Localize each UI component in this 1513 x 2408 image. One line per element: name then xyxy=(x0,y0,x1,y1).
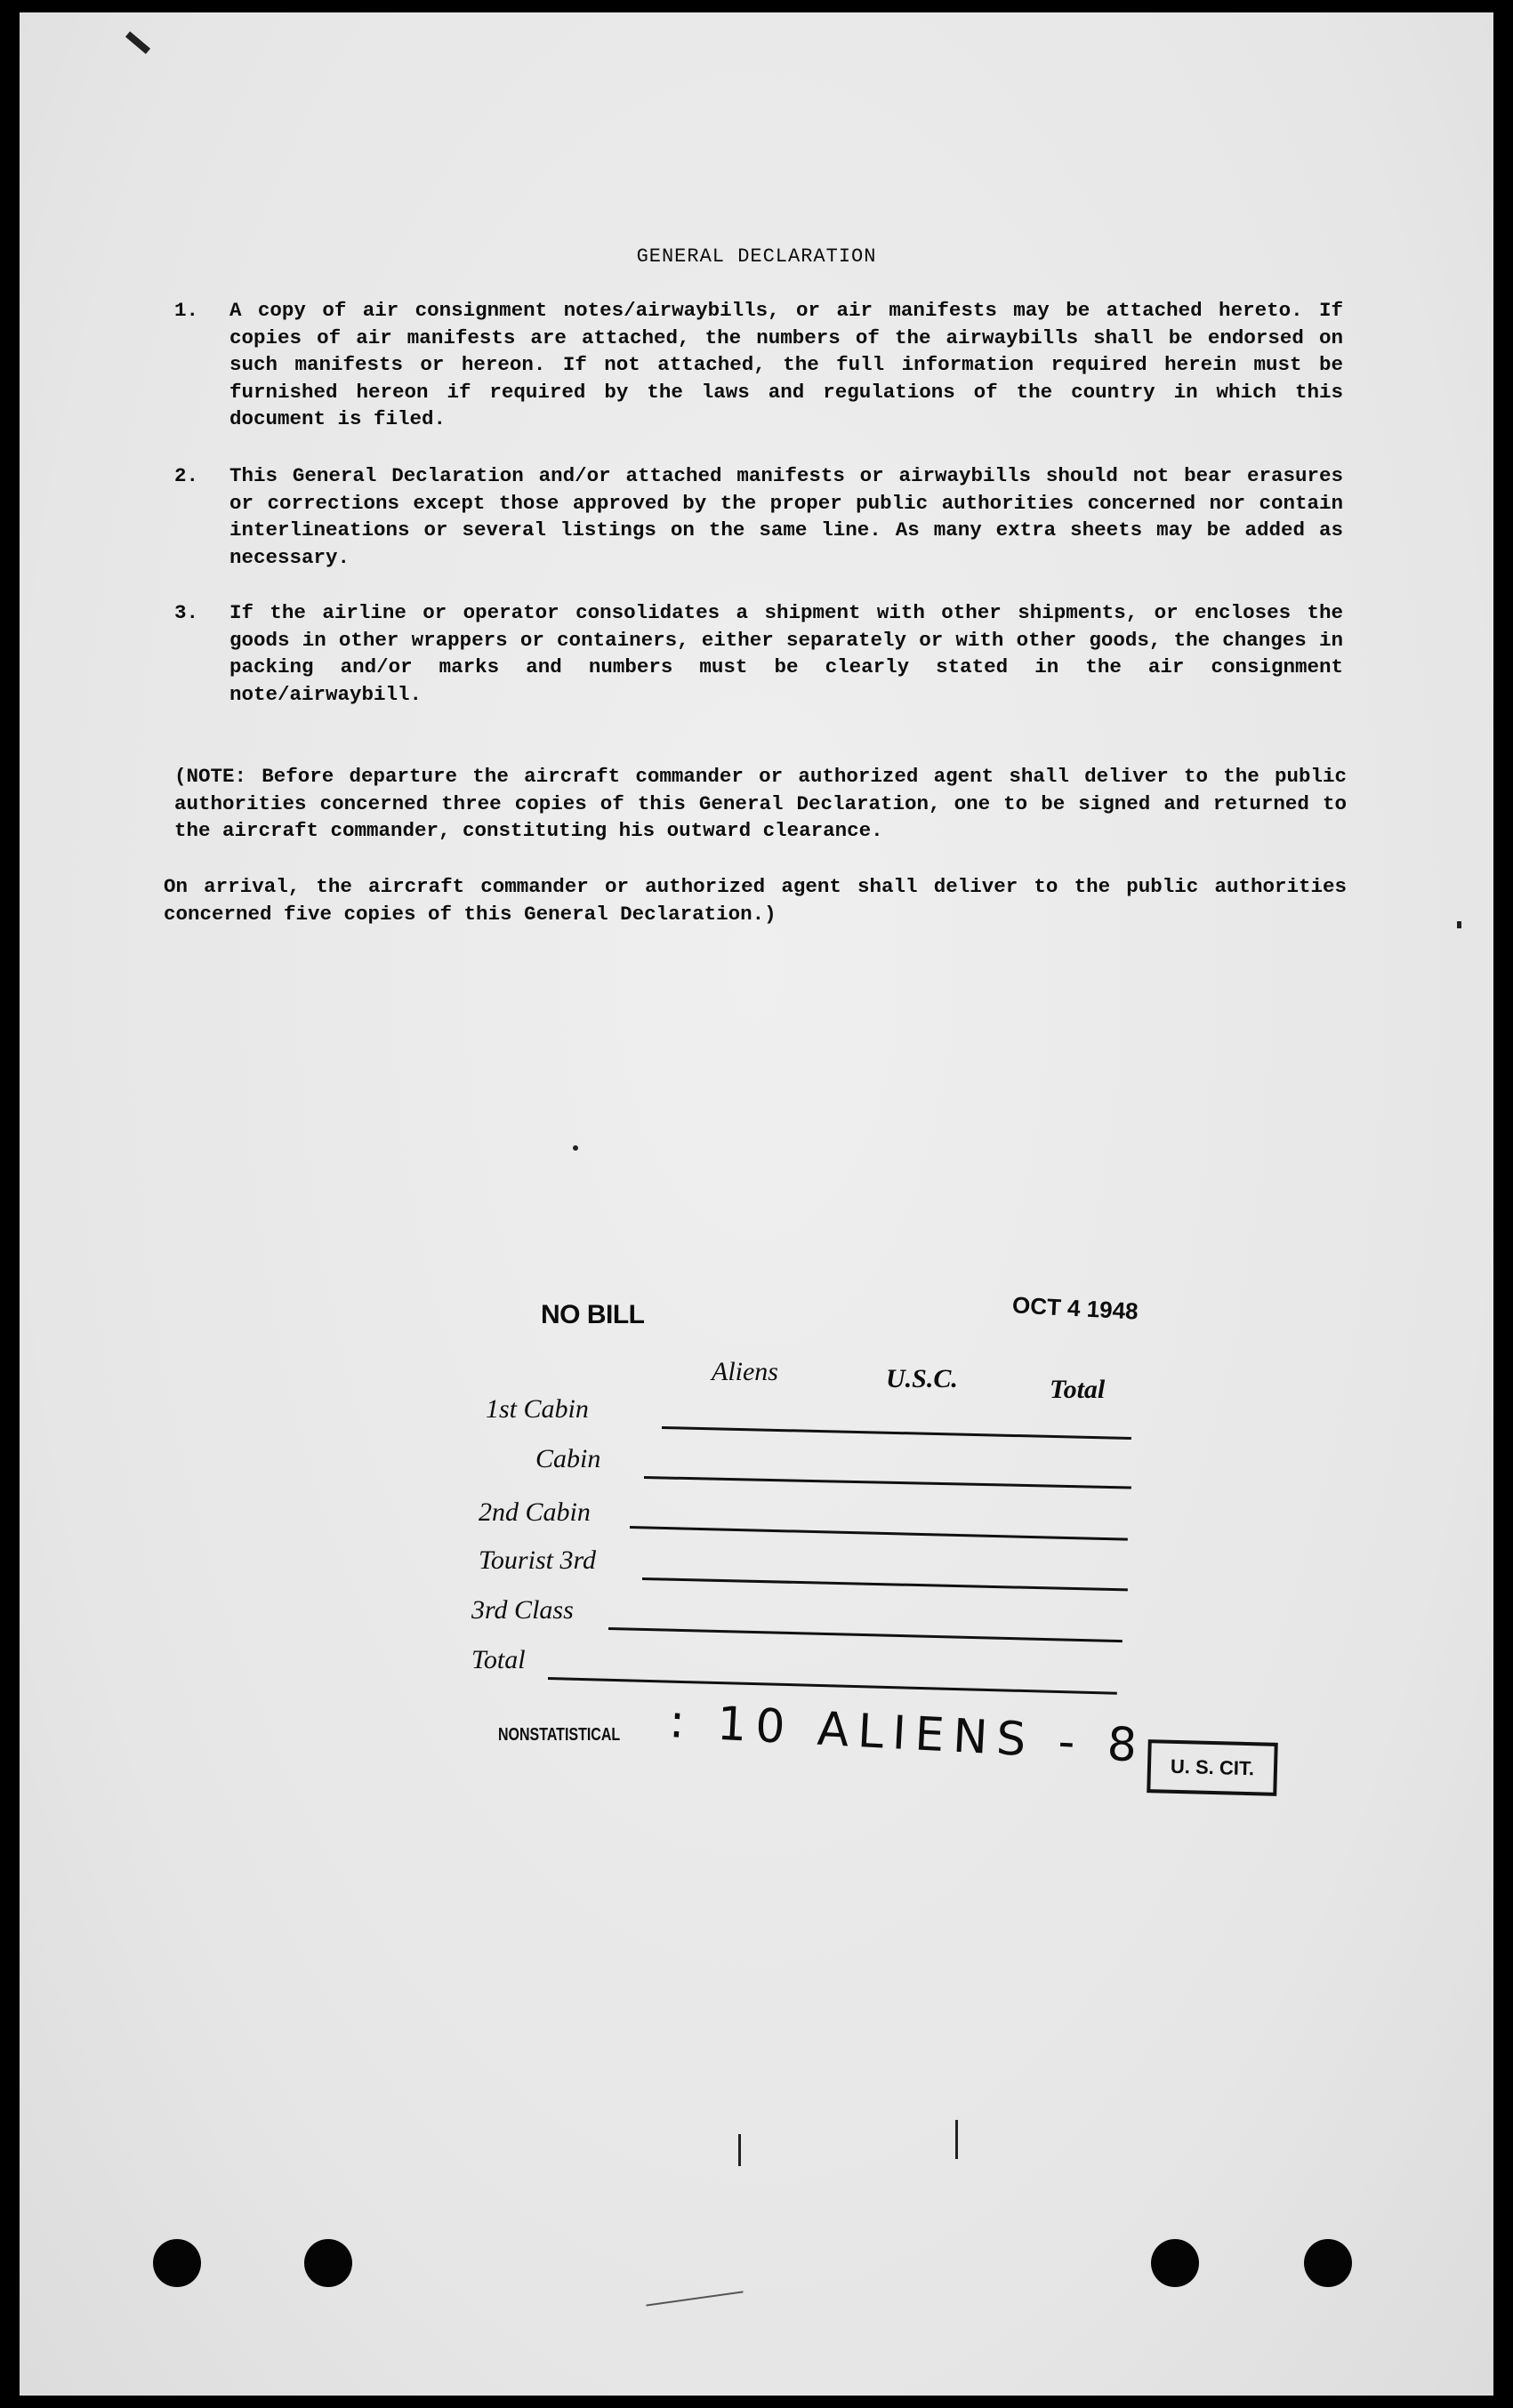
row-cabin: Cabin xyxy=(535,1444,601,1473)
item-1-text: A copy of air consignment notes/airwaybills, or air manifests may be attached hereto. If copies of air manifests are attached, the numbers of the airwaybills shall be endorsed on such manifests or hereon. If not attached, the full information required herein must be furnished hereon if required by the laws and regulations of the country in which this document is filed. xyxy=(229,299,1343,430)
item-2-text: This General Declaration and/or attached manifests or airwaybills should not bear erasures or corrections except those approved by the proper public authorities concerned nor contain interlineations or several listings on the same line. As many extra sheets may be added as necessary. xyxy=(229,464,1343,569)
item-3-text: If the airline or operator consolidates a shipment with other shipments, or encloses the goods in other wrappers or containers, either separately or with other goods, the changes in packing and/or marks and numbers must be clearly stated in the air consignment note/airwaybill. xyxy=(229,601,1343,706)
item-2-number: 2. xyxy=(174,464,199,487)
pen-mark xyxy=(955,2120,958,2159)
column-total: Total xyxy=(1050,1375,1106,1404)
us-citizen-stamp xyxy=(1147,1739,1278,1796)
row-third-class: 3rd Class xyxy=(471,1595,574,1625)
nonstatistical-stamp: NONSTATISTICAL xyxy=(498,1725,621,1745)
note-paragraph: (NOTE: Before departure the aircraft commander or authorized agent shall deliver to the public authorities concerned three copies of this General Declaration, one to be signed and returned to the aircraft commander, constituting his outward clearance. xyxy=(174,765,1347,842)
column-usc: U.S.C. xyxy=(886,1364,958,1393)
us-citizen-stamp-text: U. S. CIT. xyxy=(1170,1754,1255,1780)
punch-hole xyxy=(153,2239,201,2287)
row-tourist-third: Tourist 3rd xyxy=(479,1545,597,1575)
date-stamp: OCT 4 1948 xyxy=(1011,1291,1139,1325)
handwritten-annotation: : 10 ALIENS - 8 xyxy=(667,1695,1147,1773)
arrival-paragraph: On arrival, the aircraft commander or authorized agent shall deliver to the public authorities concerned five copies of this General Declaration.) xyxy=(164,875,1347,926)
no-bill-stamp: NO BILL xyxy=(541,1300,645,1329)
punch-hole xyxy=(1304,2239,1352,2287)
item-1-number: 1. xyxy=(174,299,199,322)
column-aliens: Aliens xyxy=(712,1357,778,1386)
row-second-cabin: 2nd Cabin xyxy=(479,1497,591,1527)
stray-dot xyxy=(573,1145,578,1151)
row-first-cabin: 1st Cabin xyxy=(486,1394,589,1424)
punch-hole xyxy=(304,2239,352,2287)
pen-mark xyxy=(738,2134,741,2166)
punch-hole xyxy=(1151,2239,1199,2287)
item-3-number: 3. xyxy=(174,601,199,624)
row-total: Total xyxy=(471,1645,526,1674)
stray-dot xyxy=(1457,921,1461,928)
page-title: GENERAL DECLARATION xyxy=(636,245,877,268)
